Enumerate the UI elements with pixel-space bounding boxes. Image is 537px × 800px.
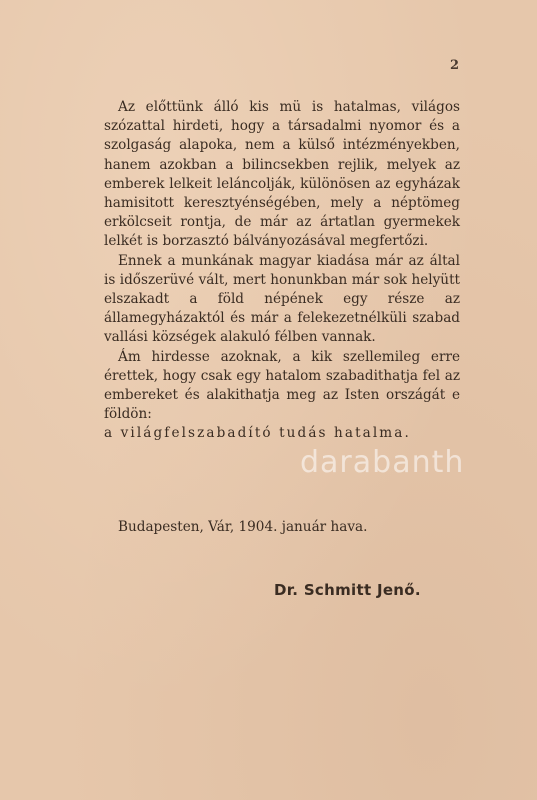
paragraph-1: Az előttünk álló kis mü is hatalmas, világos szózattal hirdeti, hogy a társadalmi nyomor és a szolgaság alapoka, nem a külső intézményekben, hanem azokban a bilincsekben rejlik, melyek az emberek lelkeit leláncolják, különösen az egyházak hamisitott keresztyénségében, mely a néptömeg erkölcseit rontja, de már az ártatlan gyermekek lelkét is borzasztó bálványozásával megfertőzi. [104,99,460,250]
page-number: 2 [450,58,460,73]
paragraph-2: Ennek a munkának magyar kiadása már az által is időszerüvé vált, mert honunkban már sok helyütt elszakadt a föld népének egy része az államegyházaktól és már a felekezetnélküli szabad vallási községek alakuló félben vannak. [104,252,460,346]
dateline: Budapesten, Vár, 1904. január hava. [118,519,368,535]
emphasized-line: a világfelszabadító tudás hatalma. [104,425,411,442]
signature: Dr. Schmitt Jenő. [274,581,421,599]
watermark: darabanth [300,445,465,480]
body-text [104,98,460,444]
paragraph-3: Ám hirdesse azoknak, a kik szellemileg erre érettek, hogy csak egy hatalom szabadithatja fel az embereket és alakithatja meg az Isten országát e földön: [104,348,460,423]
